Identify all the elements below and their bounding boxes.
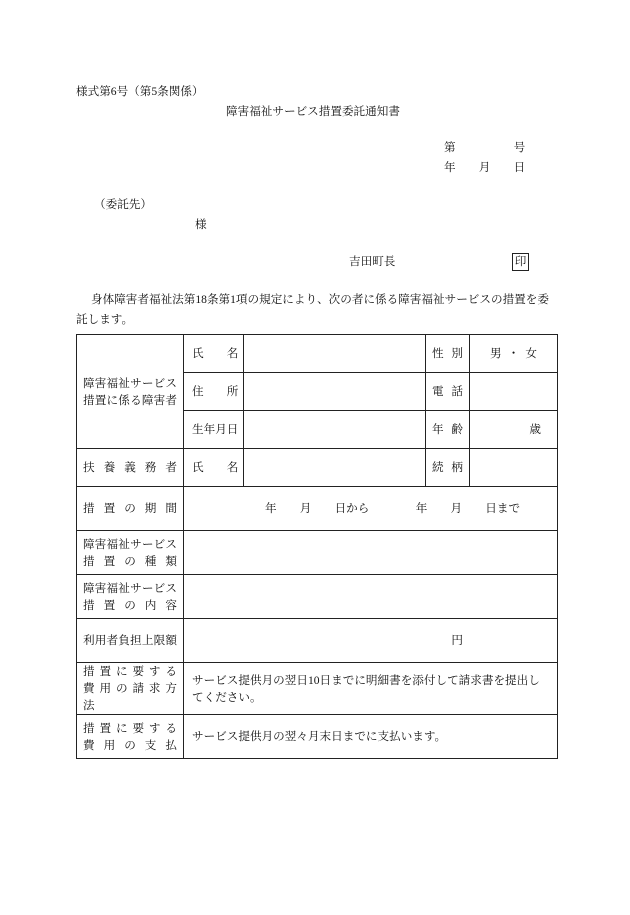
seal-mark: 印 <box>512 253 529 271</box>
body-line-1: 身体障害者福祉法第18条第1項の規定により、次の者に係る障害福祉サービスの措置を委 <box>91 293 549 306</box>
sex-label: 性 別 <box>432 347 463 360</box>
phone-label-cell <box>426 373 470 411</box>
copay-limit-unit: 円 <box>184 619 558 663</box>
service-type-label <box>77 531 184 575</box>
subject-section-label <box>77 335 184 449</box>
subject-dob-field <box>244 411 426 449</box>
guardian-label: 扶 養 義 務 者 <box>83 461 177 474</box>
service-type-field <box>184 531 558 575</box>
billing-text-line-1: サービス提供月の翌日10日までに明細書を添付して請求書を提出し <box>192 673 540 687</box>
service-type-label-line-1: 障害福祉サービス <box>83 537 177 551</box>
document-title: 障害福祉サービス措置委託通知書 <box>226 105 400 118</box>
recipient-label: （委託先） <box>94 198 152 211</box>
body-line-2: 託します。 <box>76 313 134 326</box>
copay-limit-label-cell <box>77 619 184 663</box>
issue-date: 年 月 日 <box>444 161 526 174</box>
relation-field <box>470 449 558 487</box>
period-label: 措 置 の 期 間 <box>83 502 177 515</box>
subject-address-label: 住 所 <box>184 373 244 411</box>
notice-table <box>76 334 558 759</box>
payment-text: サービス提供月の翌々月末日までに支払います。 <box>184 715 558 759</box>
age-unit: 歳 <box>470 411 558 449</box>
service-content-label-line-2: 措 置 の 内 容 <box>83 598 177 612</box>
guardian-label-cell <box>77 449 184 487</box>
copay-limit-label: 利用者負担上限額 <box>83 634 177 647</box>
document-number: 第 号 <box>444 141 526 154</box>
service-type-label-line-2: 措 置 の 種 類 <box>83 554 177 568</box>
billing-text-line-2: てください。 <box>192 690 262 704</box>
issuer-name: 吉田町長 <box>349 255 396 268</box>
payment-label-line-2: 費 用 の 支 払 <box>83 738 177 752</box>
phone-label: 電 話 <box>432 385 463 398</box>
subject-label-line-1: 障害福祉サービス <box>83 376 177 390</box>
age-label-cell <box>426 411 470 449</box>
billing-text <box>184 663 558 715</box>
service-content-label-line-1: 障害福祉サービス <box>83 581 177 595</box>
age-label: 年 齢 <box>432 423 463 436</box>
payment-label <box>77 715 184 759</box>
subject-name-label: 氏 名 <box>184 335 244 373</box>
billing-label <box>77 663 184 715</box>
guardian-name-field <box>244 449 426 487</box>
sex-label-cell <box>426 335 470 373</box>
billing-label-line-2: 費 用 の 請 求 方 法 <box>83 682 177 712</box>
subject-address-field <box>244 373 426 411</box>
service-content-label <box>77 575 184 619</box>
payment-label-line-1: 措 置 に 要 す る <box>83 721 177 735</box>
period-value: 年 月 日から 年 月 日まで <box>184 487 558 531</box>
subject-name-field <box>244 335 426 373</box>
sex-options-cell <box>470 335 558 373</box>
form-number: 様式第6号（第5条関係） <box>76 85 204 98</box>
relation-label-cell <box>426 449 470 487</box>
service-content-field <box>184 575 558 619</box>
period-label-cell <box>77 487 184 531</box>
phone-field <box>470 373 558 411</box>
guardian-name-label: 氏 名 <box>184 449 244 487</box>
sex-options: 男 ・ 女 <box>490 347 537 360</box>
billing-label-line-1: 措 置 に 要 す る <box>83 665 177 678</box>
subject-label-line-2: 措置に係る障害者 <box>83 393 177 407</box>
subject-dob-label: 生年月日 <box>184 411 244 449</box>
relation-label: 続 柄 <box>432 461 463 474</box>
recipient-honorific: 様 <box>195 218 207 231</box>
